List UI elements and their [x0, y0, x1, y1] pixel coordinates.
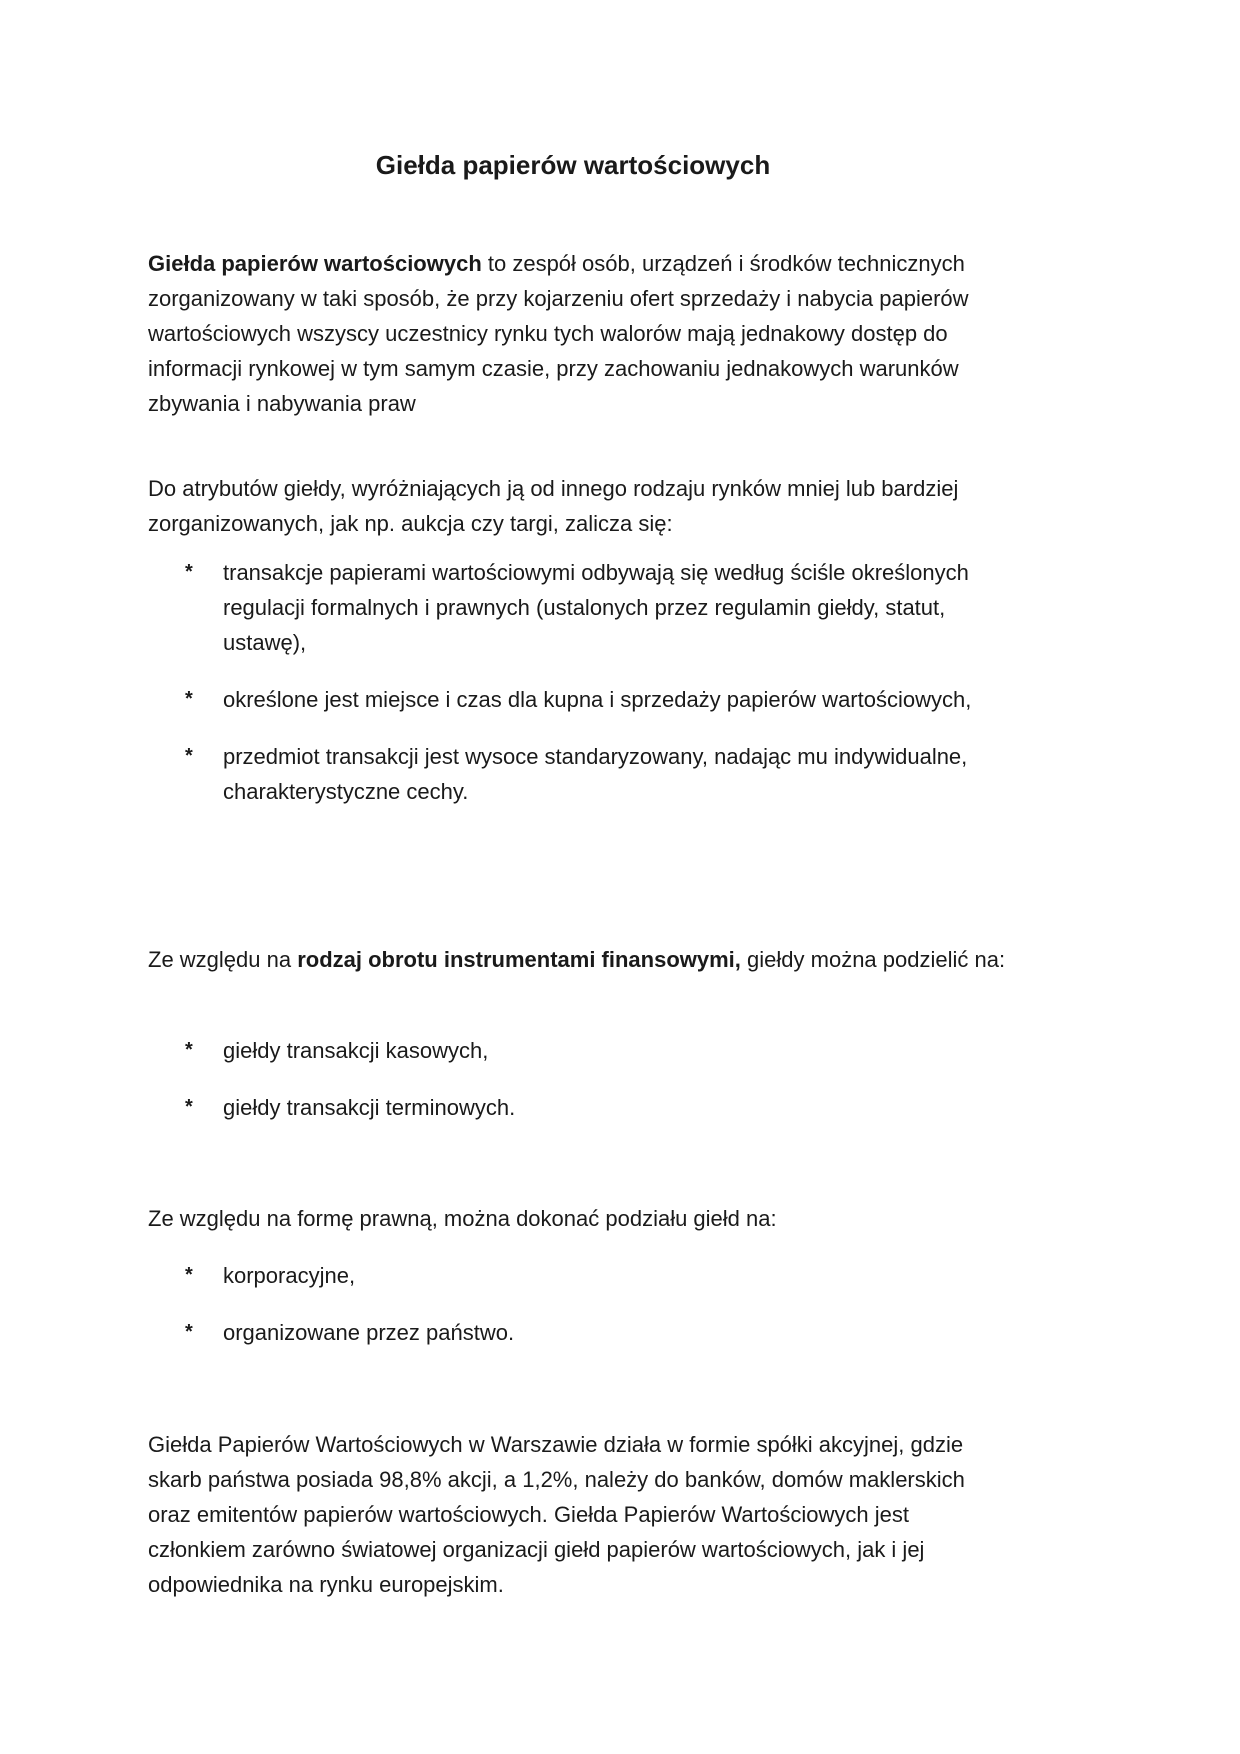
trade-lead-bold: rodzaj obrotu instrumentami finansowymi,: [297, 947, 741, 972]
attributes-lead: Do atrybutów giełdy, wyróżniających ją od innego rodzaju rynków mniej lub bardziej zorganizowanych, jak np. aukcja czy targi, zalicza się:: [148, 476, 959, 536]
bullet-icon: *: [185, 1321, 193, 1343]
bullet-icon: *: [185, 745, 193, 767]
list-item-text: przedmiot transakcji jest wysoce standaryzowany, nadając mu indywidualne, charakterystyczne cechy.: [223, 744, 968, 804]
bullet-icon: *: [185, 1264, 193, 1286]
bullet-icon: *: [185, 561, 193, 583]
intro-text: to zespół osób, urządzeń i środków technicznych zorganizowany w taki sposób, że przy kojarzeniu ofert sprzedaży i nabycia papierów wartościowych wszyscy uczestnicy rynku tych walorów mają jednakowy dostęp do informacji rynkowej w tym samym czasie, przy zachowaniu jednakowych warunków zbywania i nabywania praw: [148, 251, 969, 416]
list-item-text: giełdy transakcji terminowych.: [223, 1095, 516, 1120]
list-item-text: giełdy transakcji kasowych,: [223, 1038, 489, 1063]
trade-type-lead: [148, 942, 1008, 977]
list-item-text: korporacyjne,: [223, 1263, 356, 1288]
trade-lead-end: giełdy można podzielić na:: [740, 947, 1006, 972]
bullet-icon: *: [185, 688, 193, 710]
list-item: [148, 1033, 1018, 1068]
list-item: [148, 1258, 1018, 1293]
bullet-icon: *: [185, 1039, 193, 1061]
list-item-text: określone jest miejsce i czas dla kupna i sprzedaży papierów wartościowych,: [223, 687, 972, 712]
list-item: [148, 739, 1018, 809]
list-item-text: organizowane przez państwo.: [223, 1320, 515, 1345]
list-item: [148, 555, 1018, 660]
list-item: [148, 1090, 1018, 1125]
legal-form-list: [148, 1258, 1018, 1372]
legal-form-lead: Ze względu na formę prawną, można dokonać podziału giełd na:: [148, 1206, 777, 1231]
list-item: [148, 1315, 1018, 1350]
page-title: Giełda papierów wartościowych: [375, 150, 771, 180]
trade-type-list: [148, 1033, 1018, 1147]
list-item-text: transakcje papierami wartościowymi odbywają się według ściśle określonych regulacji formalnych i prawnych (ustalonych przez regulamin giełdy, statut, ustawę),: [223, 560, 969, 655]
intro-bold-term: Giełda papierów wartościowych: [148, 251, 482, 276]
intro-paragraph: [148, 246, 1008, 421]
attributes-list: [148, 555, 1018, 831]
bullet-icon: *: [185, 1096, 193, 1118]
warsaw-paragraph: Giełda Papierów Wartościowych w Warszawie działa w formie spółki akcyjnej, gdzie skarb państwa posiada 98,8% akcji, a 1,2%, należy do banków, domów maklerskich oraz emitentów papierów wartościowych. Giełda Papierów Wartościowych jest członkiem zarówno światowej organizacji giełd papierów wartościowych, jak i jej odpowiednika na rynku europejskim.: [148, 1432, 965, 1597]
trade-lead-start: Ze względu na: [148, 947, 298, 972]
list-item: [148, 682, 1018, 717]
